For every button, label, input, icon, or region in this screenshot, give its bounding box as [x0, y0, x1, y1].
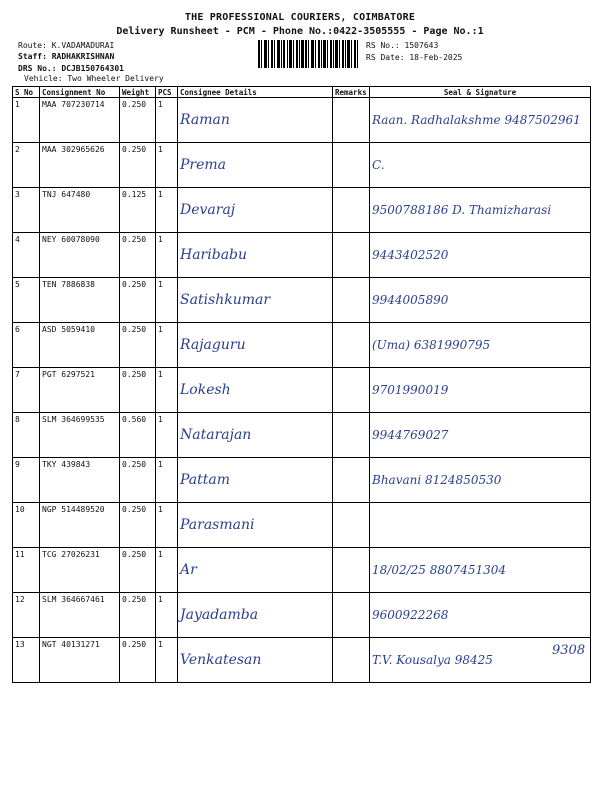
- col-header-pcs: PCS: [156, 87, 178, 98]
- cell-remarks: [333, 143, 370, 188]
- cell-pcs: 1: [156, 458, 178, 503]
- signature-overflow-note: 9308: [552, 643, 586, 658]
- handwritten-signature: 9944005890: [372, 292, 449, 307]
- cell-pcs: 1: [156, 503, 178, 548]
- cell-sno: 12: [13, 593, 40, 638]
- cell-weight: 0.250: [120, 548, 156, 593]
- cell-consignee: [178, 98, 333, 143]
- cell-sno: 1: [13, 98, 40, 143]
- handwritten-signature: 9600922268: [372, 607, 449, 622]
- cell-pcs: 1: [156, 548, 178, 593]
- staff-line: [18, 52, 114, 62]
- vehicle-line: [24, 74, 164, 84]
- cell-sno: 13: [13, 638, 40, 683]
- cell-remarks: [333, 98, 370, 143]
- cell-weight: 0.250: [120, 278, 156, 323]
- cell-consignment-no: PGT 6297521: [40, 368, 120, 413]
- cell-pcs: 1: [156, 638, 178, 683]
- cell-weight: 0.250: [120, 503, 156, 548]
- handwritten-consignee-name: Raman: [180, 112, 230, 128]
- cell-weight: 0.250: [120, 143, 156, 188]
- cell-pcs: 1: [156, 143, 178, 188]
- cell-pcs: 1: [156, 233, 178, 278]
- cell-sno: 8: [13, 413, 40, 458]
- cell-remarks: [333, 323, 370, 368]
- col-header-remarks: Remarks: [333, 87, 370, 98]
- cell-signature: [370, 323, 591, 368]
- handwritten-consignee-name: Lokesh: [180, 382, 231, 398]
- handwritten-consignee-name: Jayadamba: [180, 607, 259, 623]
- cell-signature: [370, 413, 591, 458]
- cell-pcs: 1: [156, 188, 178, 233]
- cell-remarks: [333, 233, 370, 278]
- handwritten-consignee-name: Devaraj: [180, 202, 236, 218]
- rs-no-value: 1507643: [404, 41, 439, 50]
- cell-consignment-no: SLM 364699535: [40, 413, 120, 458]
- cell-consignment-no: TKY 439843: [40, 458, 120, 503]
- handwritten-signature: (Uma) 6381990795: [372, 337, 491, 352]
- handwritten-consignee-name: Parasmani: [180, 517, 255, 533]
- cell-sno: 7: [13, 368, 40, 413]
- cell-sno: 2: [13, 143, 40, 188]
- vehicle-value: Two Wheeler Delivery: [67, 74, 164, 83]
- cell-consignee: [178, 593, 333, 638]
- cell-signature: [370, 188, 591, 233]
- col-header-sno: S No: [13, 87, 40, 98]
- cell-remarks: [333, 458, 370, 503]
- cell-consignment-no: TNJ 647480: [40, 188, 120, 233]
- rs-date-value: 18-Feb-2025: [409, 53, 463, 62]
- cell-weight: 0.250: [120, 98, 156, 143]
- cell-consignee: [178, 233, 333, 278]
- cell-pcs: 1: [156, 278, 178, 323]
- handwritten-consignee-name: Ar: [180, 562, 197, 578]
- handwritten-signature: 9500788186 D. Thamizharasi: [372, 202, 552, 217]
- table-row: [13, 503, 591, 548]
- table-row: [13, 368, 591, 413]
- cell-consignment-no: NEY 60078090: [40, 233, 120, 278]
- cell-weight: 0.250: [120, 323, 156, 368]
- cell-consignee: [178, 548, 333, 593]
- cell-weight: 0.250: [120, 458, 156, 503]
- cell-remarks: [333, 278, 370, 323]
- cell-remarks: [333, 593, 370, 638]
- cell-consignee: [178, 458, 333, 503]
- handwritten-consignee-name: Pattam: [180, 472, 231, 488]
- rs-date-label: RS Date:: [366, 53, 405, 62]
- cell-consignment-no: TEN 7886838: [40, 278, 120, 323]
- cell-remarks: [333, 188, 370, 233]
- route-value: K.VADAMADURAI: [51, 41, 115, 50]
- col-header-consignment: Consignment No: [40, 87, 120, 98]
- cell-consignment-no: NGT 40131271: [40, 638, 120, 683]
- cell-remarks: [333, 413, 370, 458]
- cell-sno: 4: [13, 233, 40, 278]
- drs-label: DRS No.:: [18, 64, 57, 73]
- rs-no-label: RS No.:: [366, 41, 400, 50]
- handwritten-signature: Bhavani 8124850530: [372, 472, 502, 487]
- route-line: [18, 41, 114, 51]
- handwritten-signature: 9443402520: [372, 247, 449, 262]
- cell-remarks: [333, 368, 370, 413]
- col-header-signature: Seal & Signature: [370, 87, 591, 98]
- drs-line: [18, 64, 124, 74]
- cell-remarks: [333, 638, 370, 683]
- rs-date-line: [366, 53, 462, 63]
- cell-consignee: [178, 503, 333, 548]
- cell-sno: 5: [13, 278, 40, 323]
- cell-weight: 0.560: [120, 413, 156, 458]
- cell-consignment-no: SLM 364667461: [40, 593, 120, 638]
- route-label: Route:: [18, 41, 47, 50]
- table-row: [13, 323, 591, 368]
- cell-consignee: [178, 368, 333, 413]
- table-row: [13, 458, 591, 503]
- cell-signature: [370, 278, 591, 323]
- cell-pcs: 1: [156, 323, 178, 368]
- cell-weight: 0.125: [120, 188, 156, 233]
- cell-signature: [370, 593, 591, 638]
- handwritten-consignee-name: Satishkumar: [180, 292, 271, 308]
- table-row: [13, 413, 591, 458]
- handwritten-consignee-name: Prema: [180, 157, 227, 173]
- cell-signature: [370, 368, 591, 413]
- handwritten-signature: 9701990019: [372, 382, 449, 397]
- table-row: [13, 188, 591, 233]
- table-row: [13, 638, 591, 683]
- cell-sno: 10: [13, 503, 40, 548]
- cell-sno: 6: [13, 323, 40, 368]
- cell-pcs: 1: [156, 368, 178, 413]
- cell-consignee: [178, 323, 333, 368]
- vehicle-label: Vehicle:: [24, 74, 63, 83]
- table-row: [13, 233, 591, 278]
- cell-sno: 11: [13, 548, 40, 593]
- staff-value: RADHAKRISHNAN: [51, 52, 115, 61]
- table-row: [13, 593, 591, 638]
- handwritten-signature: 18/02/25 8807451304: [372, 562, 507, 577]
- cell-weight: 0.250: [120, 368, 156, 413]
- handwritten-consignee-name: Venkatesan: [180, 652, 262, 668]
- cell-consignee: [178, 278, 333, 323]
- col-header-consignee: Consignee Details: [178, 87, 333, 98]
- cell-remarks: [333, 548, 370, 593]
- table-row: [13, 98, 591, 143]
- cell-pcs: 1: [156, 413, 178, 458]
- handwritten-signature: C.: [372, 157, 385, 172]
- runsheet-title: Delivery Runsheet - PCM - Phone No.:0422-3505555 - Page No.:1: [116, 26, 484, 37]
- cell-pcs: 1: [156, 98, 178, 143]
- handwritten-signature: Raan. Radhalakshme 9487502961: [372, 112, 581, 127]
- cell-signature: [370, 548, 591, 593]
- cell-consignment-no: MAA 707230714: [40, 98, 120, 143]
- cell-consignment-no: MAA 302965626: [40, 143, 120, 188]
- handwritten-signature: 9944769027: [372, 427, 449, 442]
- staff-label: Staff:: [18, 52, 47, 61]
- cell-sno: 9: [13, 458, 40, 503]
- cell-signature: [370, 458, 591, 503]
- cell-weight: 0.250: [120, 233, 156, 278]
- cell-consignee: [178, 638, 333, 683]
- cell-pcs: 1: [156, 593, 178, 638]
- table-row: [13, 548, 591, 593]
- cell-signature: [370, 503, 591, 548]
- cell-weight: 0.250: [120, 638, 156, 683]
- handwritten-signature: T.V. Kousalya 98425: [372, 652, 493, 667]
- handwritten-consignee-name: Haribabu: [180, 247, 248, 263]
- cell-consignee: [178, 143, 333, 188]
- rs-no-line: [366, 41, 438, 51]
- cell-signature: [370, 143, 591, 188]
- cell-remarks: [333, 503, 370, 548]
- col-header-weight: Weight: [120, 87, 156, 98]
- cell-signature: [370, 233, 591, 278]
- cell-consignee: [178, 188, 333, 233]
- cell-consignment-no: ASD 5059410: [40, 323, 120, 368]
- handwritten-consignee-name: Natarajan: [180, 427, 252, 443]
- cell-sno: 3: [13, 188, 40, 233]
- cell-consignee: [178, 413, 333, 458]
- table-header-row: [13, 87, 591, 98]
- table-row: [13, 143, 591, 188]
- handwritten-consignee-name: Rajaguru: [180, 337, 246, 353]
- runsheet-table: [12, 86, 591, 683]
- company-name: THE PROFESSIONAL COURIERS, COIMBATORE: [184, 12, 416, 23]
- barcode-image: [258, 40, 358, 68]
- cell-consignment-no: TCG 27026231: [40, 548, 120, 593]
- cell-consignment-no: NGP 514489520: [40, 503, 120, 548]
- drs-value: DCJB150764301: [61, 64, 124, 73]
- table-row: [13, 278, 591, 323]
- cell-signature: [370, 98, 591, 143]
- cell-weight: 0.250: [120, 593, 156, 638]
